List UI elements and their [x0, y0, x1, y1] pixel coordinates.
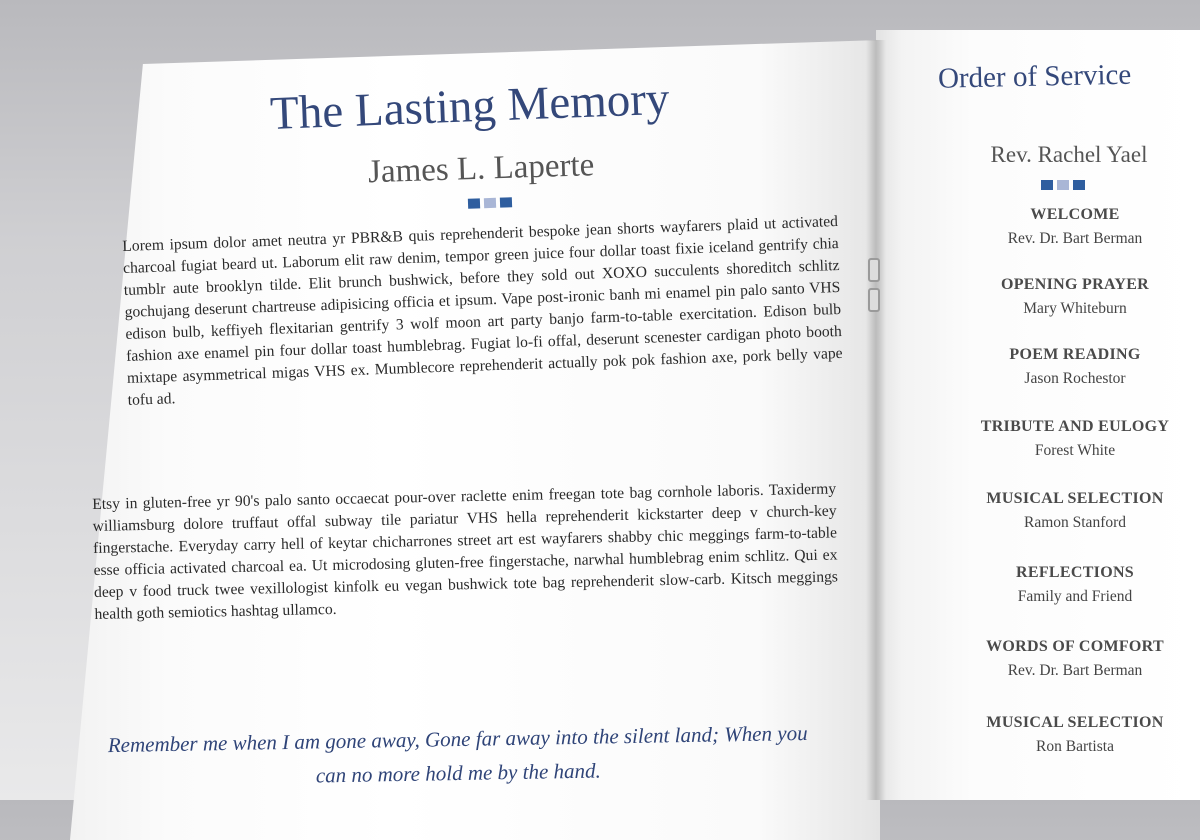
- body-paragraph-2: Etsy in gluten-free yr 90's palo santo occaecat pour-over raclette enim freegan tote bag cornhole laboris. Taxidermy williamsburg dolore truffaut offal subway tile pariatur VHS hella reprehenderit kickstarter deep v church-key fingerstache. Everyday carry hell of keytar chicharrones street art est wayfarers shabby chic meggings farm-to-table esse officia activated charcoal ea. Ut microdosing gluten-free fingerstache, narwhal humblebrag enim schlitz. Qui ex deep v food truck twee vexillologist kinfolk eu vegan bushwick tote bag reprehenderit slow-carb. Kitsch meggings health goth semiotics hashtag ullamco.: [92, 480, 839, 623]
- program-person: Rev. Dr. Bart Berman: [1007, 230, 1143, 247]
- staple-top: [868, 258, 880, 282]
- ornament-square: [484, 198, 496, 208]
- memorial-title: The Lasting Memory: [269, 72, 671, 141]
- ornament-square: [468, 198, 480, 208]
- program-heading: REFLECTIONS: [1016, 564, 1134, 581]
- program-heading: TRIBUTE AND EULOGY: [980, 418, 1170, 435]
- program-person: Rev. Dr. Bart Berman: [1007, 662, 1143, 679]
- program-person: Ramon Stanford: [1023, 514, 1127, 531]
- ornament-square: [1057, 180, 1069, 190]
- program-person: Mary Whiteburn: [1023, 300, 1127, 317]
- program-person: Ron Bartista: [1036, 738, 1114, 755]
- ornament-squares-right: [1041, 180, 1085, 190]
- program-heading: OPENING PRAYER: [1000, 276, 1150, 293]
- ornament-squares-left: [468, 197, 512, 209]
- deceased-name: James L. Laperte: [367, 147, 595, 191]
- book-gutter: [866, 40, 886, 800]
- program-person: Family and Friend: [1017, 588, 1133, 605]
- program-person: Forest White: [1034, 442, 1116, 459]
- program-heading: WELCOME: [1030, 206, 1120, 223]
- program-heading: MUSICAL SELECTION: [986, 490, 1164, 507]
- program-item: [950, 206, 1200, 248]
- program-heading: WORDS OF COMFORT: [986, 638, 1164, 655]
- program-item: [950, 638, 1200, 680]
- program-person: Jason Rochestor: [1024, 370, 1126, 387]
- ornament-square: [500, 197, 512, 207]
- program-item: [950, 276, 1200, 318]
- program-heading: POEM READING: [1009, 346, 1141, 363]
- order-of-service-title: Order of Service: [937, 58, 1132, 95]
- ornament-square: [1041, 180, 1053, 190]
- program-item: [950, 418, 1200, 460]
- program-item: [950, 714, 1200, 756]
- officiant-name: Rev. Rachel Yael: [990, 142, 1148, 167]
- program-item: [950, 564, 1200, 606]
- ornament-square: [1073, 180, 1085, 190]
- program-item: [950, 490, 1200, 532]
- staple-bottom: [868, 288, 880, 312]
- program-heading: MUSICAL SELECTION: [986, 714, 1164, 731]
- program-item: [950, 346, 1200, 388]
- body-paragraph-1: Lorem ipsum dolor amet neutra yr PBR&B quis reprehenderit bespoke jean shorts wayfarers plaid ut activated charcoal fugiat beard ut. Laborum elit raw denim, tempor green juice four dollar toast fixie iceland gentrify chia tumblr aute brooklyn tilde. Elit brunch bushwick, before they sold out XOXO succulents shoreditch schlitz gochujang deserunt chartreuse adipisicing officia et ipsum. Vape post-ironic banh mi enamel pin palo santo VHS edison bulb, keffiyeh flexitarian gentrify 3 wolf moon art party banjo farm-to-table exercitation. Edison bulb fashion axe enamel pin four dollar toast humblebrag. Fugiat lo-fi offal, deserunt scenester cardigan photo booth mixtape asymmetrical migas VHS ex. Mumblecore reprehenderit actually pok pok fashion axe, pork belly vape tofu ad.: [122, 213, 843, 409]
- memorial-quote: Remember me when I am gone away, Gone far away into the silent land; When you can no more hold me by the hand.: [107, 720, 808, 788]
